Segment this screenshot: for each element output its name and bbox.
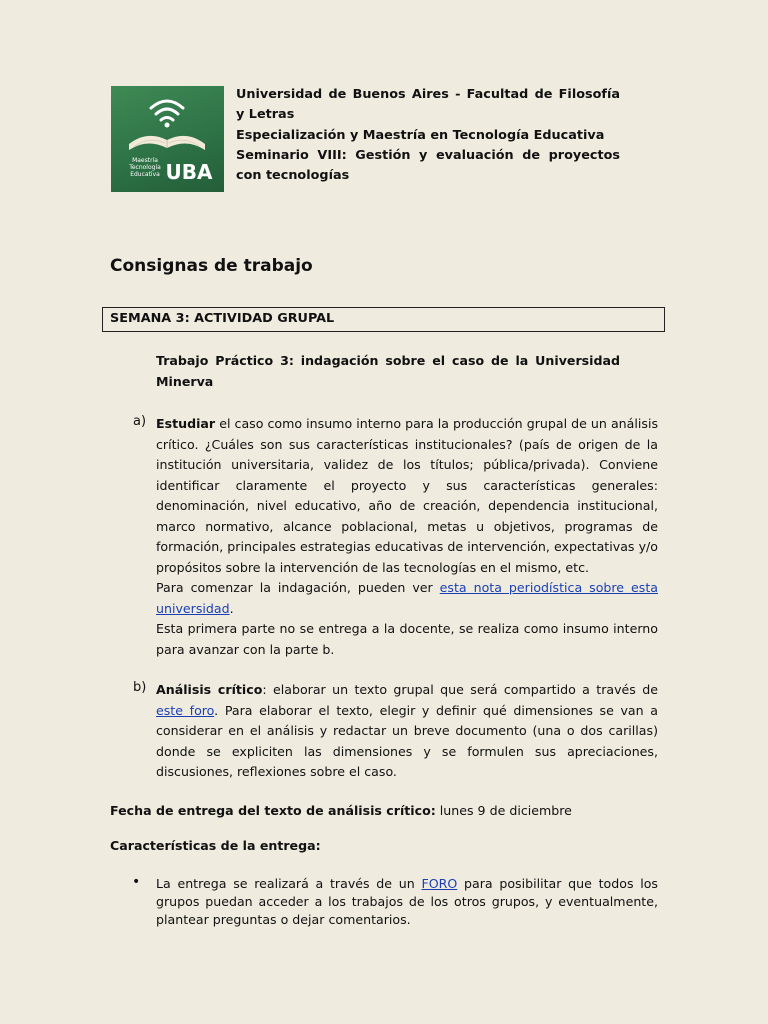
wifi-book-icon [111,86,224,192]
week-box-label: SEMANA 3: ACTIVIDAD GRUPAL [110,311,335,326]
foro-link[interactable]: FORO [421,876,458,891]
header-seminar: Seminario VIII: Gestión y evaluación de proyectos con tecnologías [236,148,620,183]
item-a [156,414,658,660]
uba-logo [111,86,224,192]
header-program-block [236,126,620,186]
forum-link[interactable]: este foro [156,702,215,718]
news-article-link[interactable]: esta nota periodística sobre esta universidad [156,580,658,616]
header-university: Universidad de Buenos Aires - Facultad de Filosofía y Letras [236,87,620,122]
item-b [156,680,658,783]
header-program: Especialización y Maestría en Tecnología Educativa [236,128,605,143]
due-date-value: lunes 9 de diciembre [435,803,572,818]
delivery-bullet-text: La entrega se realizará a través de un FORO para posibilitar que todos los grupos puedan acceder a los trabajos de los otros grupos, y eventualmente, plantear preguntas o dejar comentarios. [156,876,658,927]
item-b-body: Análisis crítico: elaborar un texto grupal que será compartido a través de este foro. Para elaborar el texto, elegir y definir qué dimensiones se van a considerar en el análisis y redactar un breve documento (una o dos carillas) donde se expliciten las dimensiones y se formulen sus apreciaciones, discusiones, reflexiones sobre el caso. [156,682,658,779]
page-title: Consignas de trabajo [110,256,313,276]
item-a-text: el caso como insumo interno para la producción grupal de un análisis crítico. ¿Cuáles son sus características institucionales? (país de origen de la institución universitaria, validez de los títulos; pública/privada). Conviene identificar claramente el proyecto y sus características generales: denominación, nivel educativo, año de creación, dependencia institucional, marco normativo, alcance poblacional, metas u objetivos, programas de formación, principales estrategias educativas de intervención, expectativas y/o propósitos sobre la intervención de las tecnologías en el mismo, etc. [156,416,658,575]
item-b-marker: b) [133,680,147,695]
week-box [102,307,665,332]
due-date [110,803,572,818]
item-a-marker: a) [133,414,147,429]
item-a-start: Para comenzar la indagación, pueden ver esta nota periodística sobre esta universidad. [156,580,658,616]
item-b-lead: Análisis crítico [156,682,263,697]
due-date-label: Fecha de entrega del texto de análisis crítico: [110,803,436,818]
delivery-heading: Características de la entrega: [110,838,321,853]
item-a-note: Esta primera parte no se entrega a la docente, se realiza como insumo interno para avanzar con la parte b. [156,621,658,657]
logo-brand: UBA [165,160,213,184]
delivery-bullet [156,875,658,929]
logo-line-2: Tecnología [129,164,161,171]
item-a-body [156,414,658,578]
practice-title: Trabajo Práctico 3: indagación sobre el caso de la Universidad Minerva [156,353,620,389]
bullet-icon: • [132,874,141,890]
logo-line-3: Educativa [130,171,160,178]
logo-line-1: Maestría [132,157,158,164]
item-a-lead: Estudiar [156,416,216,431]
